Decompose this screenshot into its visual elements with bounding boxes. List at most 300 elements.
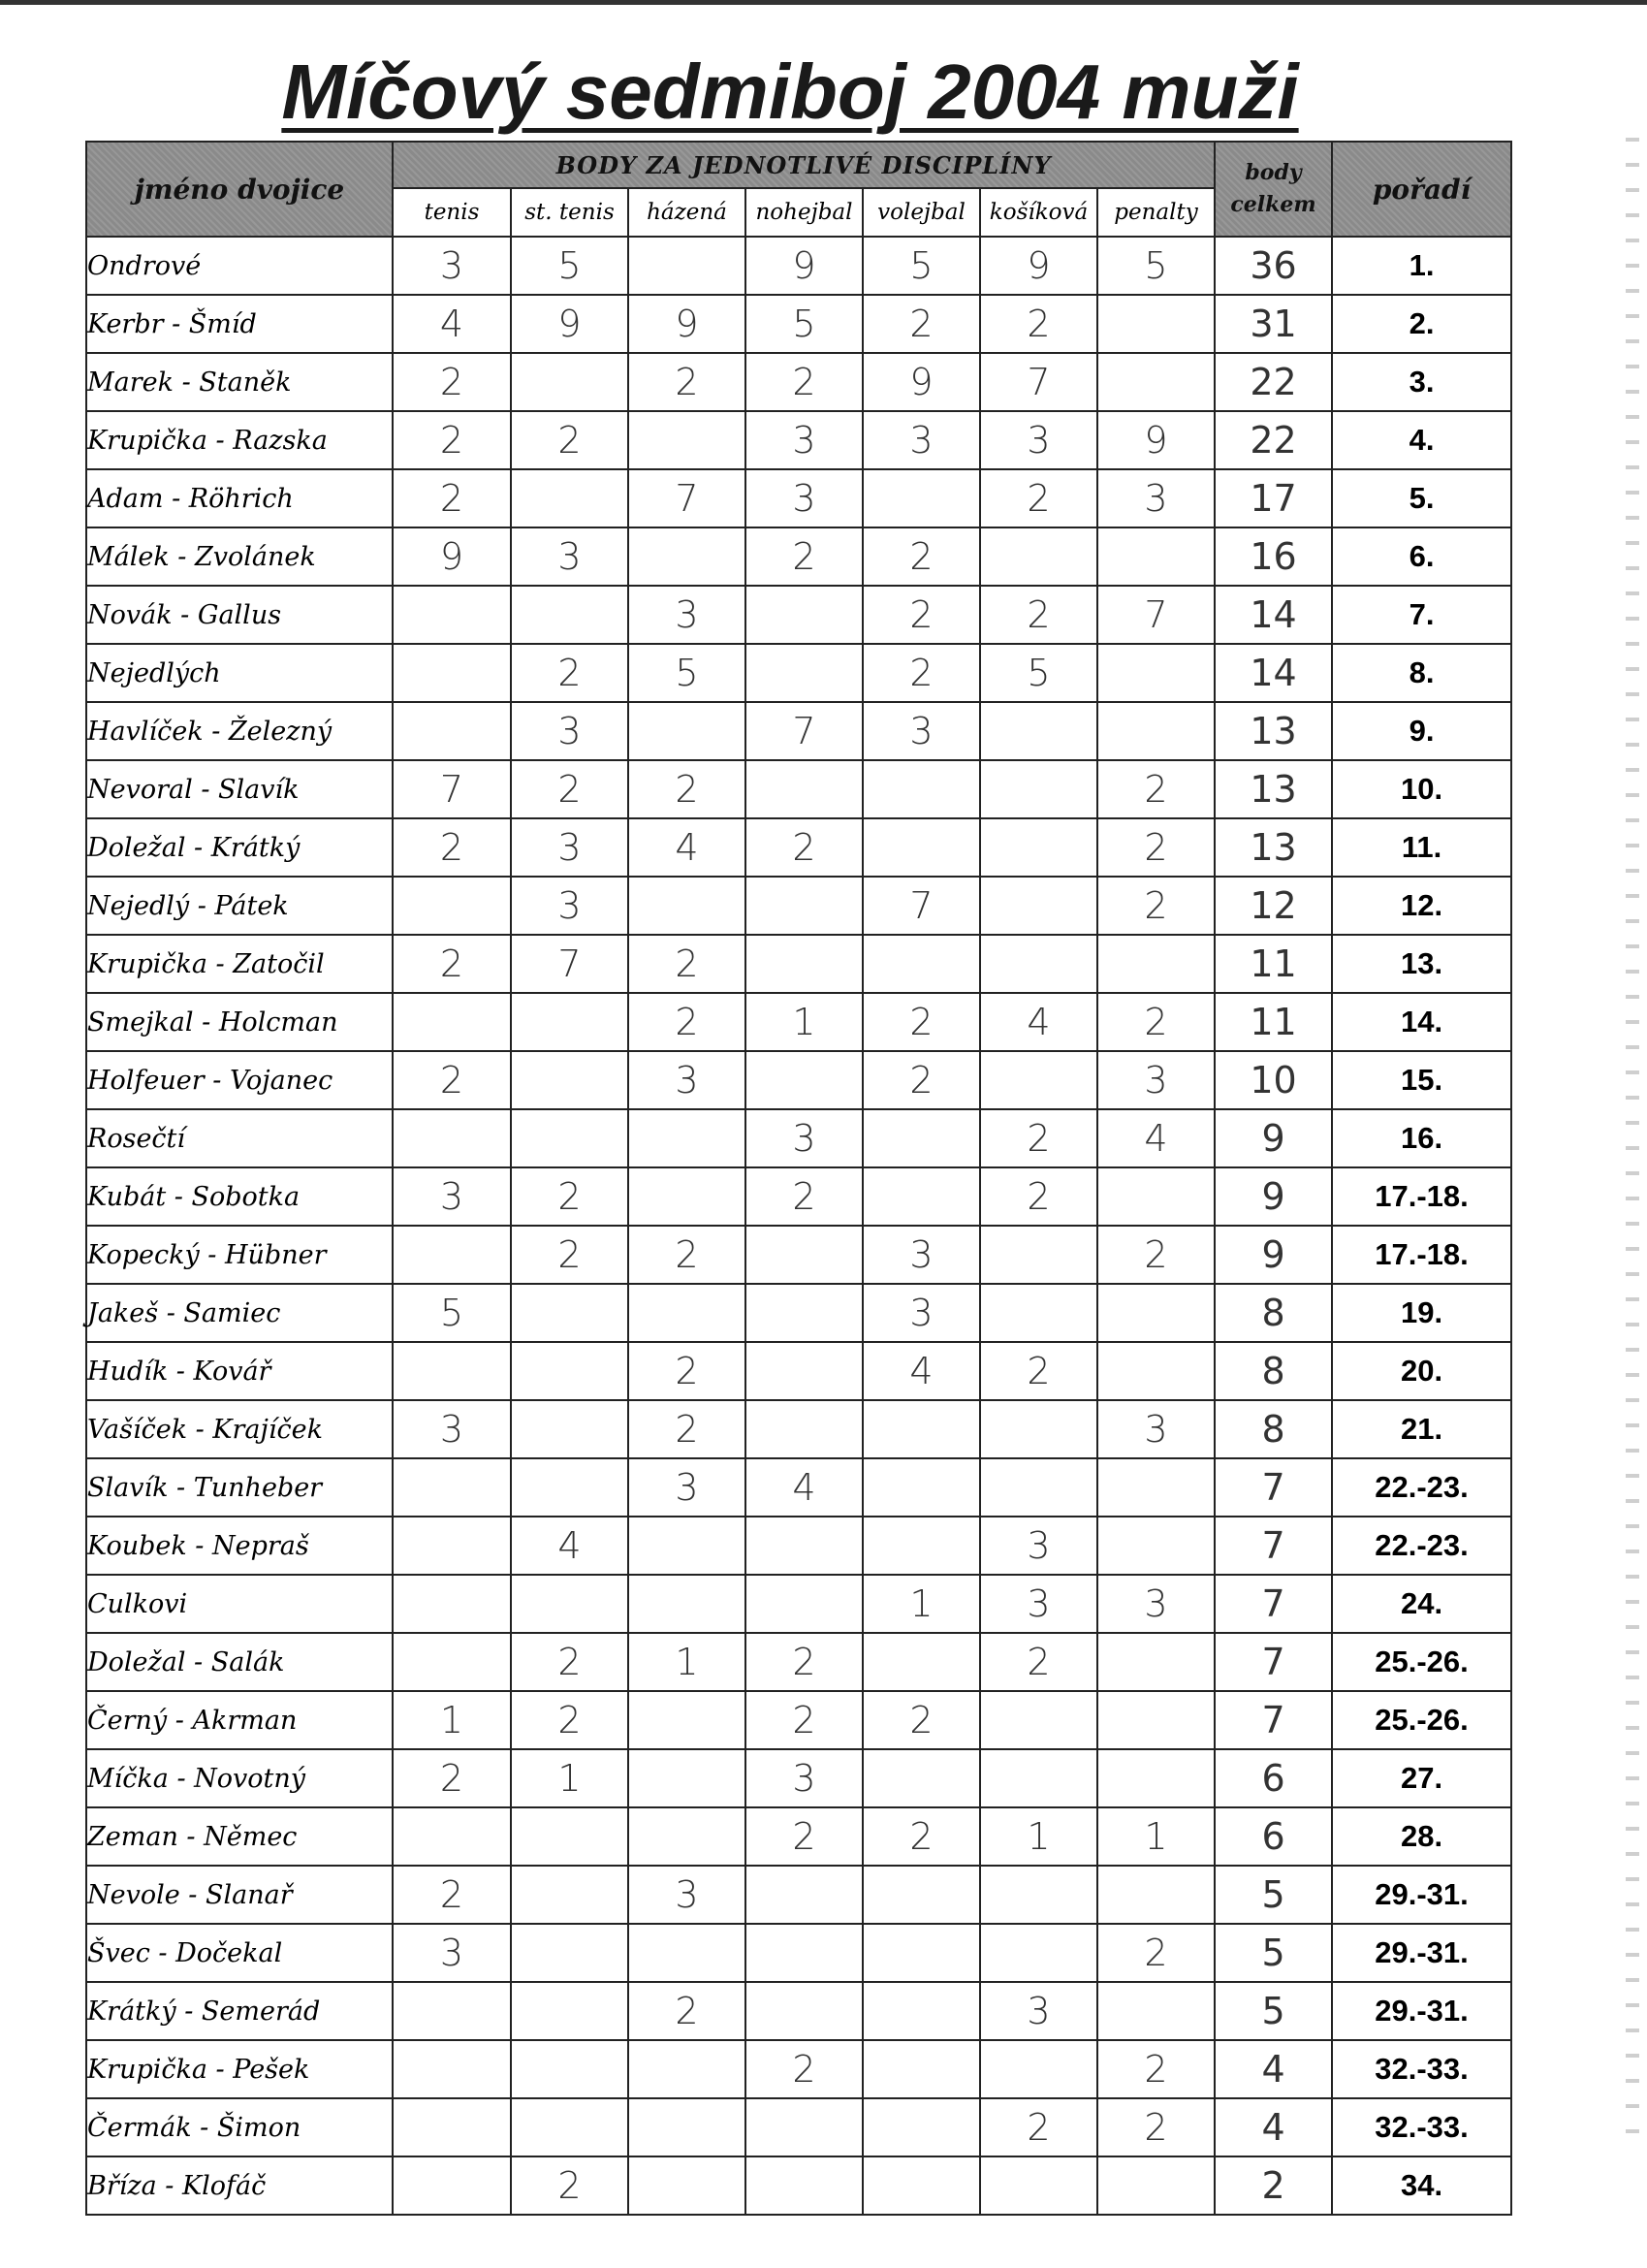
rank-cell: 32.-33.: [1332, 2040, 1511, 2098]
table-row: [86, 1342, 1511, 1400]
score-cell: [980, 2156, 1097, 2215]
score-cell: 1: [745, 993, 863, 1051]
team-name-cell: Slavík - Tunheber: [86, 1458, 393, 1517]
score-cell: 3: [863, 1226, 980, 1284]
team-name-cell: Smejkal - Holcman: [86, 993, 393, 1051]
score-cell: 2: [863, 1051, 980, 1109]
table-row: [86, 2040, 1511, 2098]
rank-cell: 27.: [1332, 1749, 1511, 1807]
score-cell: 2: [980, 1342, 1097, 1400]
score-cell: 3: [980, 1575, 1097, 1633]
score-cell: [863, 760, 980, 818]
score-cell: [1097, 2156, 1215, 2215]
total-cell: 16: [1215, 527, 1332, 586]
score-cell: 2: [393, 818, 511, 877]
table-row: [86, 1924, 1511, 1982]
table-header: [86, 142, 1511, 237]
score-cell: [393, 1458, 511, 1517]
team-name-cell: Švec - Dočekal: [86, 1924, 393, 1982]
score-cell: [863, 1167, 980, 1226]
score-cell: [745, 1517, 863, 1575]
rank-cell: 24.: [1332, 1575, 1511, 1633]
score-cell: [980, 935, 1097, 993]
score-cell: [980, 1284, 1097, 1342]
score-cell: [745, 760, 863, 818]
score-cell: 3: [1097, 469, 1215, 527]
table-row: [86, 702, 1511, 760]
score-cell: [745, 1284, 863, 1342]
total-cell: 7: [1215, 1517, 1332, 1575]
team-name-cell: Rosečtí: [86, 1109, 393, 1167]
rank-cell: 1.: [1332, 237, 1511, 295]
score-cell: 2: [511, 2156, 628, 2215]
score-cell: [393, 1226, 511, 1284]
score-cell: 2: [745, 1807, 863, 1866]
score-cell: [745, 1051, 863, 1109]
score-cell: 2: [745, 1633, 863, 1691]
score-cell: 3: [393, 1924, 511, 1982]
score-cell: [511, 1400, 628, 1458]
score-cell: 1: [628, 1633, 745, 1691]
discipline-header: st. tenis: [511, 188, 628, 237]
score-cell: 9: [980, 237, 1097, 295]
table-row: [86, 237, 1511, 295]
score-cell: 2: [511, 644, 628, 702]
table-row: [86, 1807, 1511, 1866]
team-name-cell: Nejedlý - Pátek: [86, 877, 393, 935]
score-cell: [1097, 527, 1215, 586]
score-cell: 2: [628, 1982, 745, 2040]
total-cell: 4: [1215, 2040, 1332, 2098]
team-name-cell: Nejedlých: [86, 644, 393, 702]
score-cell: [980, 702, 1097, 760]
score-cell: 2: [745, 2040, 863, 2098]
score-cell: [393, 1342, 511, 1400]
score-cell: 2: [393, 469, 511, 527]
score-cell: [863, 2156, 980, 2215]
score-cell: 9: [511, 295, 628, 353]
score-cell: 2: [980, 469, 1097, 527]
score-cell: 2: [980, 295, 1097, 353]
score-cell: [393, 1633, 511, 1691]
total-cell: 8: [1215, 1284, 1332, 1342]
score-cell: [980, 1749, 1097, 1807]
team-name-cell: Doležal - Salák: [86, 1633, 393, 1691]
score-cell: [628, 1807, 745, 1866]
score-cell: 9: [393, 527, 511, 586]
score-cell: [393, 1575, 511, 1633]
total-cell: 7: [1215, 1691, 1332, 1749]
score-cell: [980, 818, 1097, 877]
score-cell: [511, 353, 628, 411]
score-cell: 1: [1097, 1807, 1215, 1866]
score-cell: [745, 877, 863, 935]
discipline-header: tenis: [393, 188, 511, 237]
score-cell: 4: [745, 1458, 863, 1517]
score-cell: [511, 1575, 628, 1633]
score-cell: [628, 1691, 745, 1749]
score-cell: [745, 935, 863, 993]
team-name-cell: Marek - Staněk: [86, 353, 393, 411]
rank-cell: 34.: [1332, 2156, 1511, 2215]
table-row: [86, 1691, 1511, 1749]
table-row: [86, 1167, 1511, 1226]
score-cell: 4: [511, 1517, 628, 1575]
score-cell: 2: [628, 993, 745, 1051]
score-cell: 3: [863, 1284, 980, 1342]
team-name-cell: Nevole - Slanař: [86, 1866, 393, 1924]
score-cell: [863, 1400, 980, 1458]
score-cell: 2: [745, 353, 863, 411]
score-cell: [980, 1051, 1097, 1109]
team-name-cell: Míčka - Novotný: [86, 1749, 393, 1807]
score-cell: 7: [745, 702, 863, 760]
team-name-cell: Kerbr - Šmíd: [86, 295, 393, 353]
score-cell: [1097, 1691, 1215, 1749]
rank-cell: 29.-31.: [1332, 1982, 1511, 2040]
table-row: [86, 935, 1511, 993]
rank-cell: 25.-26.: [1332, 1633, 1511, 1691]
score-cell: 2: [745, 818, 863, 877]
score-cell: [511, 469, 628, 527]
score-cell: [980, 877, 1097, 935]
team-name-cell: Kopecký - Hübner: [86, 1226, 393, 1284]
rank-cell: 29.-31.: [1332, 1866, 1511, 1924]
score-cell: 1: [980, 1807, 1097, 1866]
score-cell: [1097, 1633, 1215, 1691]
score-cell: 3: [863, 702, 980, 760]
score-cell: [863, 1866, 980, 1924]
score-cell: [863, 1458, 980, 1517]
team-name-cell: Čermák - Šimon: [86, 2098, 393, 2156]
score-cell: 2: [1097, 818, 1215, 877]
score-cell: [393, 2098, 511, 2156]
score-cell: [511, 1807, 628, 1866]
score-cell: [863, 1109, 980, 1167]
score-cell: 2: [863, 1691, 980, 1749]
rank-cell: 4.: [1332, 411, 1511, 469]
score-cell: 7: [980, 353, 1097, 411]
table-row: [86, 1866, 1511, 1924]
score-cell: [393, 1109, 511, 1167]
total-cell: 13: [1215, 702, 1332, 760]
score-cell: 2: [628, 353, 745, 411]
team-name-cell: Krupička - Pešek: [86, 2040, 393, 2098]
rank-cell: 22.-23.: [1332, 1517, 1511, 1575]
score-cell: [980, 1458, 1097, 1517]
table-row: [86, 1575, 1511, 1633]
table-row: [86, 586, 1511, 644]
score-cell: 3: [980, 411, 1097, 469]
score-cell: [628, 1517, 745, 1575]
score-cell: 9: [628, 295, 745, 353]
score-cell: [628, 1109, 745, 1167]
score-cell: 7: [628, 469, 745, 527]
total-cell: 5: [1215, 1866, 1332, 1924]
total-cell: 7: [1215, 1633, 1332, 1691]
rank-cell: 17.-18.: [1332, 1226, 1511, 1284]
score-cell: [1097, 644, 1215, 702]
rank-cell: 20.: [1332, 1342, 1511, 1400]
total-cell: 5: [1215, 1924, 1332, 1982]
score-cell: [628, 237, 745, 295]
score-cell: [1097, 935, 1215, 993]
score-cell: 3: [393, 237, 511, 295]
score-cell: [1097, 1458, 1215, 1517]
score-cell: 7: [1097, 586, 1215, 644]
total-cell: 13: [1215, 760, 1332, 818]
score-cell: [980, 760, 1097, 818]
score-cell: [511, 1982, 628, 2040]
score-cell: 3: [628, 586, 745, 644]
score-cell: 2: [863, 993, 980, 1051]
score-cell: 2: [1097, 877, 1215, 935]
discipline-header: penalty: [1097, 188, 1215, 237]
table-row: [86, 353, 1511, 411]
score-cell: 3: [511, 818, 628, 877]
page-title: [0, 48, 1580, 135]
rank-cell: 25.-26.: [1332, 1691, 1511, 1749]
team-name-cell: Krupička - Razska: [86, 411, 393, 469]
score-cell: 2: [980, 1167, 1097, 1226]
score-cell: [1097, 1342, 1215, 1400]
score-cell: 2: [980, 586, 1097, 644]
scan-top-edge: [0, 0, 1647, 5]
score-cell: 3: [628, 1458, 745, 1517]
score-cell: [511, 2098, 628, 2156]
total-cell: 11: [1215, 935, 1332, 993]
score-cell: [628, 702, 745, 760]
table-row: [86, 527, 1511, 586]
table-row: [86, 818, 1511, 877]
team-name-cell: Holfeuer - Vojanec: [86, 1051, 393, 1109]
scan-edge-marks: [1626, 116, 1639, 2153]
score-cell: [745, 586, 863, 644]
score-cell: 2: [628, 1226, 745, 1284]
team-name-cell: Koubek - Nepraš: [86, 1517, 393, 1575]
rank-cell: 16.: [1332, 1109, 1511, 1167]
score-cell: [745, 2156, 863, 2215]
score-cell: 1: [863, 1575, 980, 1633]
score-cell: 2: [863, 586, 980, 644]
rank-cell: 14.: [1332, 993, 1511, 1051]
total-cell: 17: [1215, 469, 1332, 527]
total-cell: 14: [1215, 586, 1332, 644]
rank-cell: 28.: [1332, 1807, 1511, 1866]
team-name-cell: Málek - Zvolánek: [86, 527, 393, 586]
score-cell: 2: [745, 527, 863, 586]
score-cell: [1097, 353, 1215, 411]
score-cell: [511, 1109, 628, 1167]
total-cell: 4: [1215, 2098, 1332, 2156]
score-cell: [628, 877, 745, 935]
score-cell: [863, 2098, 980, 2156]
table-row: [86, 644, 1511, 702]
score-cell: 3: [745, 469, 863, 527]
team-name-cell: Zeman - Němec: [86, 1807, 393, 1866]
rank-cell: 6.: [1332, 527, 1511, 586]
rank-column-header: pořadí: [1332, 142, 1511, 237]
score-cell: 2: [863, 527, 980, 586]
score-cell: 3: [980, 1517, 1097, 1575]
score-cell: [393, 1517, 511, 1575]
score-cell: 2: [745, 1167, 863, 1226]
score-cell: [393, 702, 511, 760]
score-cell: 2: [1097, 1924, 1215, 1982]
table-row: [86, 295, 1511, 353]
score-cell: 3: [1097, 1575, 1215, 1633]
score-cell: 3: [863, 411, 980, 469]
score-cell: 2: [393, 1051, 511, 1109]
disciplines-group-header: BODY ZA JEDNOTLIVÉ DISCIPLÍNY: [393, 142, 1215, 188]
team-name-cell: Krátký - Semerád: [86, 1982, 393, 2040]
rank-cell: 29.-31.: [1332, 1924, 1511, 1982]
score-cell: 2: [863, 1807, 980, 1866]
score-cell: [393, 877, 511, 935]
table-row: [86, 1749, 1511, 1807]
score-cell: 2: [1097, 993, 1215, 1051]
score-cell: 2: [393, 353, 511, 411]
score-cell: 3: [511, 877, 628, 935]
score-cell: 2: [511, 760, 628, 818]
score-cell: [980, 1226, 1097, 1284]
discipline-header: volejbal: [863, 188, 980, 237]
rank-cell: 32.-33.: [1332, 2098, 1511, 2156]
score-cell: 5: [863, 237, 980, 295]
discipline-header: házená: [628, 188, 745, 237]
table-row: [86, 2098, 1511, 2156]
score-cell: [745, 1866, 863, 1924]
table-row: [86, 1226, 1511, 1284]
table-body: [86, 237, 1511, 2215]
score-cell: 2: [1097, 1226, 1215, 1284]
score-cell: 2: [628, 1342, 745, 1400]
page-title-text: Míčový sedmiboj 2004 muži: [281, 48, 1299, 135]
total-cell: 6: [1215, 1807, 1332, 1866]
total-cell: 36: [1215, 237, 1332, 295]
total-cell: 6: [1215, 1749, 1332, 1807]
score-cell: 5: [511, 237, 628, 295]
rank-cell: 19.: [1332, 1284, 1511, 1342]
score-cell: [1097, 1517, 1215, 1575]
score-cell: 4: [863, 1342, 980, 1400]
score-cell: 9: [1097, 411, 1215, 469]
score-cell: 5: [628, 644, 745, 702]
team-name-cell: Vašíček - Krajíček: [86, 1400, 393, 1458]
score-cell: 3: [745, 1749, 863, 1807]
score-cell: 3: [1097, 1051, 1215, 1109]
score-cell: [980, 527, 1097, 586]
score-cell: [628, 1749, 745, 1807]
total-cell: 13: [1215, 818, 1332, 877]
score-cell: 4: [1097, 1109, 1215, 1167]
score-cell: [393, 644, 511, 702]
score-cell: 9: [863, 353, 980, 411]
score-cell: [863, 1517, 980, 1575]
score-cell: 2: [511, 1226, 628, 1284]
team-name-cell: Černý - Akrman: [86, 1691, 393, 1749]
score-cell: 2: [980, 2098, 1097, 2156]
score-cell: 2: [980, 1633, 1097, 1691]
total-cell: 14: [1215, 644, 1332, 702]
table-row: [86, 411, 1511, 469]
score-cell: [628, 1575, 745, 1633]
rank-cell: 3.: [1332, 353, 1511, 411]
rank-cell: 7.: [1332, 586, 1511, 644]
rank-cell: 9.: [1332, 702, 1511, 760]
total-cell: 12: [1215, 877, 1332, 935]
score-cell: [1097, 1982, 1215, 2040]
score-cell: [511, 1924, 628, 1982]
score-cell: [745, 1575, 863, 1633]
score-cell: 3: [628, 1866, 745, 1924]
table-row: [86, 1284, 1511, 1342]
score-cell: [745, 1342, 863, 1400]
score-cell: [511, 2040, 628, 2098]
team-name-cell: Novák - Gallus: [86, 586, 393, 644]
score-cell: [628, 1284, 745, 1342]
score-cell: [393, 993, 511, 1051]
score-cell: [745, 1400, 863, 1458]
score-cell: 5: [393, 1284, 511, 1342]
score-cell: 9: [745, 237, 863, 295]
score-cell: [863, 1633, 980, 1691]
rank-cell: 10.: [1332, 760, 1511, 818]
team-name-cell: Hudík - Kovář: [86, 1342, 393, 1400]
total-cell: 8: [1215, 1400, 1332, 1458]
score-cell: 2: [863, 644, 980, 702]
total-cell: 11: [1215, 993, 1332, 1051]
score-cell: [511, 1284, 628, 1342]
table-row: [86, 1982, 1511, 2040]
score-cell: [511, 1342, 628, 1400]
name-column-header: jméno dvojice: [86, 142, 393, 237]
score-cell: 4: [628, 818, 745, 877]
score-cell: [1097, 1749, 1215, 1807]
score-cell: [745, 644, 863, 702]
score-cell: [1097, 1866, 1215, 1924]
score-cell: [393, 586, 511, 644]
score-cell: 2: [1097, 2040, 1215, 2098]
score-cell: 2: [745, 1691, 863, 1749]
team-name-cell: Bříza - Klofáč: [86, 2156, 393, 2215]
score-cell: 7: [511, 935, 628, 993]
rank-cell: 17.-18.: [1332, 1167, 1511, 1226]
score-cell: [980, 1691, 1097, 1749]
score-cell: 3: [628, 1051, 745, 1109]
score-cell: 3: [745, 1109, 863, 1167]
score-cell: 7: [863, 877, 980, 935]
score-cell: 2: [1097, 2098, 1215, 2156]
score-cell: [628, 2156, 745, 2215]
team-name-cell: Kubát - Sobotka: [86, 1167, 393, 1226]
table-row: [86, 1517, 1511, 1575]
score-cell: 2: [393, 1749, 511, 1807]
total-cell: 2: [1215, 2156, 1332, 2215]
table-row: [86, 469, 1511, 527]
team-name-cell: Jakeš - Samiec: [86, 1284, 393, 1342]
score-cell: 2: [511, 1691, 628, 1749]
score-cell: [980, 1866, 1097, 1924]
team-name-cell: Krupička - Zatočil: [86, 935, 393, 993]
score-cell: [980, 1924, 1097, 1982]
score-cell: 2: [393, 1866, 511, 1924]
score-cell: 2: [628, 935, 745, 993]
score-cell: 2: [511, 411, 628, 469]
score-cell: [863, 1924, 980, 1982]
score-cell: [1097, 1284, 1215, 1342]
team-name-cell: Ondrové: [86, 237, 393, 295]
